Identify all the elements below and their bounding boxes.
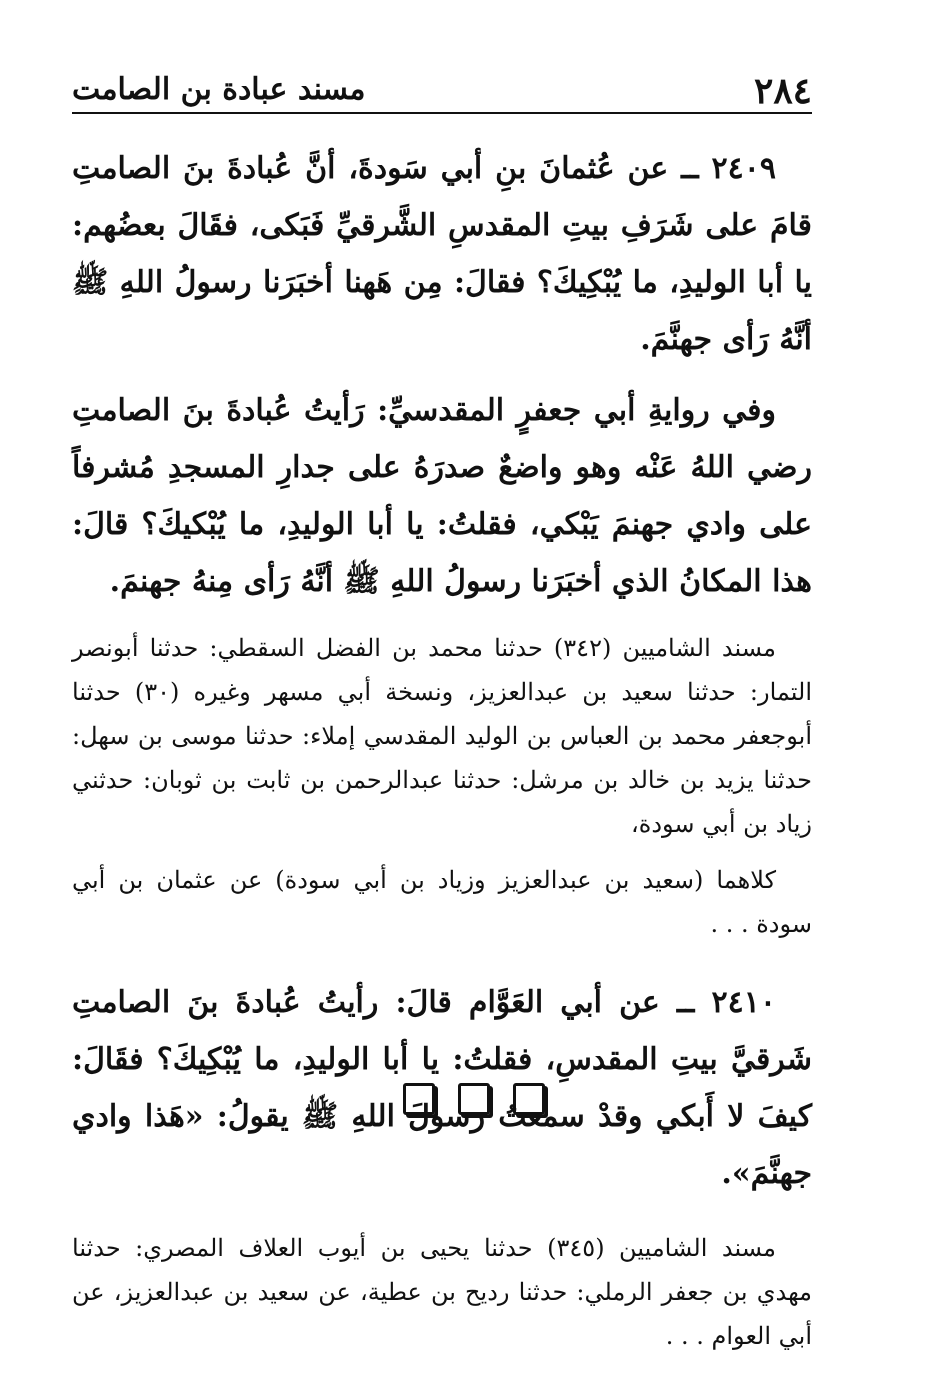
hadith-2409-source: مسند الشاميين (٣٤٢) حدثنا محمد بن الفضل السقطي: حدثنا أبونصر التمار: حدثنا سعيد بن عبدالعزيز، ونسخة أبي مسهر وغيره (٣٠) حدثنا أبوجعفر محمد بن العباس بن الوليد المقدسي إملاء: حدثنا موسى بن سهل: حدثنا يزيد بن خالد بن مرشل: حدثنا عبدالرحمن بن ثابت بن ثوبان: حدثني زياد بن أبي سودة، [72, 634, 812, 838]
page-number: ٢٨٤ [753, 70, 812, 112]
square-ornament-icon [513, 1083, 545, 1115]
running-title: مسند عبادة بن الصامت [72, 72, 366, 107]
hadith-2410-source: مسند الشاميين (٣٤٥) حدثنا يحيى بن أيوب العلاف المصري: حدثنا مهدي بن جعفر الرملي: حدثنا رديح بن عطية، عن سعيد بن عبدالعزيز، عن أبي العوام . . . [72, 1234, 812, 1350]
section-end-ornament [0, 1083, 948, 1119]
page-body [72, 140, 812, 1358]
hadith-2409-text: ٢٤٠٩ ــ عن عُثمانَ بنِ أبي سَودةَ، أنَّ عُبادةَ بنَ الصامتِ قامَ على شَرَفِ بيتِ المقدسِ الشَّرقيِّ فَبَكى، فقَالَ بعضُهم: يا أبا الوليدِ، ما يُبْكِيكَ؟ فقالَ: مِن هَهنا أخبَرَنا رسولُ اللهِ ﷺ أنَّهُ رَأى جهنَّمَ. [72, 151, 812, 357]
page-header [72, 68, 812, 114]
hadith-2410-text: ٢٤١٠ ــ عن أبي العَوَّام قالَ: رأيتُ عُبادةَ بنَ الصامتِ شَرقيَّ بيتِ المقدسِ، فقلتُ: يا أبا الوليدِ، ما يُبْكِيكَ؟ فقَالَ: كيفَ لا أَبكي وقدْ سمعتُ رسولَ اللهِ ﷺ يقولُ: «هَذا وادي جهنَّمَ». [72, 985, 812, 1191]
hadith-2409-source-tail: كلاهما (سعيد بن عبدالعزيز وزياد بن أبي سودة) عن عثمان بن أبي سودة . . . [72, 866, 812, 938]
square-ornament-icon [403, 1083, 435, 1115]
hadith-2409-variant: وفي روايةِ أبي جعفرٍ المقدسيِّ: رَأيتُ عُبادةَ بنَ الصامتِ رضي اللهُ عَنْه وهو واضعٌ صدرَهُ على جدارِ المسجدِ مُشرفاً على وادي جهنمَ يَبْكي، فقلتُ: يا أبا الوليدِ، ما يُبْكيكَ؟ قالَ: هذا المكانُ الذي أخبَرَنا رسولُ اللهِ ﷺ أنَّهُ رَأى مِنهُ جهنمَ. [72, 393, 812, 599]
square-ornament-icon [458, 1083, 490, 1115]
